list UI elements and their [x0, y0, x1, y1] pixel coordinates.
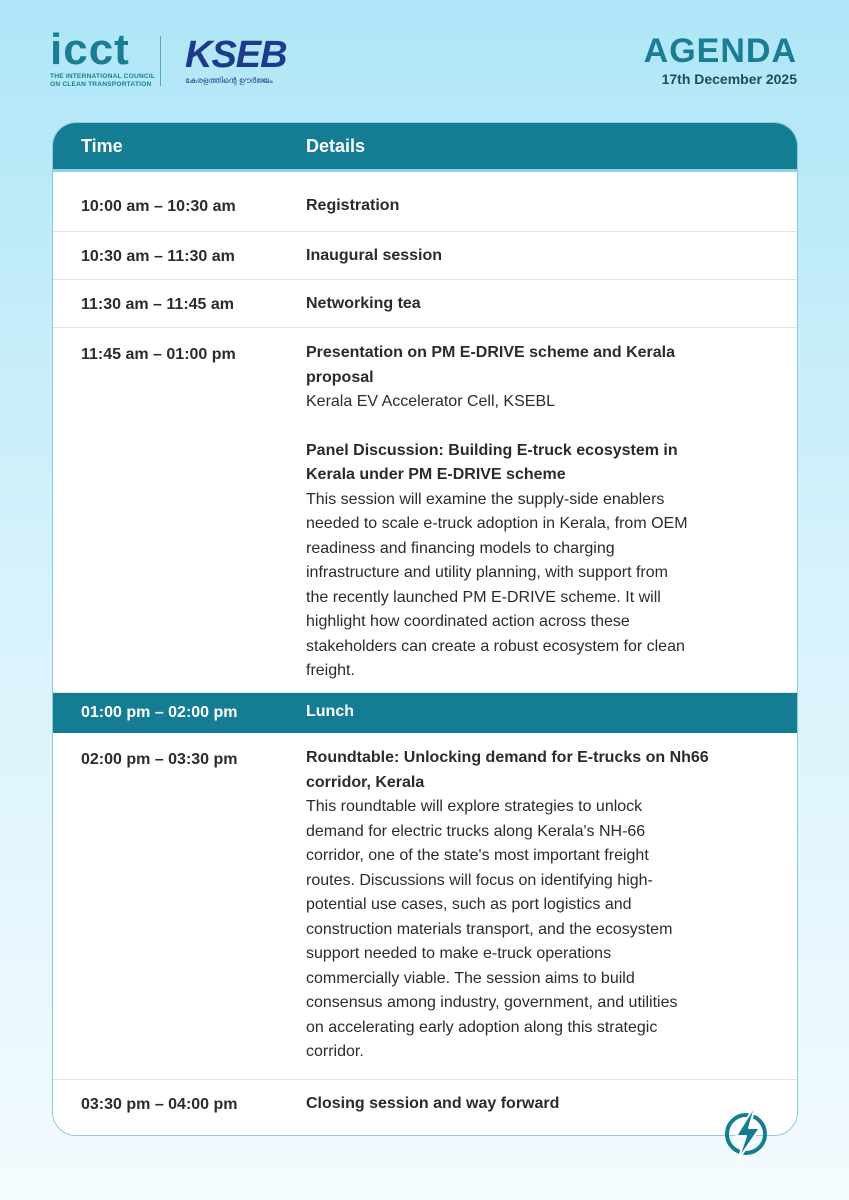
column-header-time: Time [81, 136, 123, 156]
agenda-row-registration [53, 183, 797, 232]
presentation-presenter: Kerala EV Accelerator Cell, KSEBL [306, 393, 556, 410]
panel-desc-line: infrastructure and utility planning, with support from [306, 564, 668, 581]
row-details [306, 341, 776, 684]
agenda-row-closing [53, 1080, 797, 1130]
presentation-title-1: Presentation on PM E-DRIVE scheme and Kerala [306, 344, 675, 361]
roundtable-desc-line: routes. Discussions will focus on identifying high- [306, 871, 653, 889]
roundtable-title-1: Roundtable: Unlocking demand for E-trucks on Nh66 [306, 749, 709, 766]
roundtable-desc-line: commercially viable. The session aims to build [306, 969, 635, 987]
roundtable-desc-line: construction materials transport, and the ecosystem [306, 920, 673, 938]
agenda-date: 17th December 2025 [661, 71, 797, 87]
roundtable-desc-line: demand for electric trucks along Kerala's NH-66 [306, 822, 646, 840]
row-time: 01:00 pm – 02:00 pm [81, 704, 238, 721]
roundtable-desc-line: support needed to make e-truck operations [306, 945, 612, 962]
row-time: 10:30 am – 11:30 am [81, 248, 235, 265]
kseb-logo-word: KSEB [185, 34, 287, 76]
roundtable-desc-line: consensus among industry, government, and utilities [306, 994, 678, 1011]
row-details [306, 244, 776, 269]
agenda-card [52, 122, 798, 1136]
column-header-details: Details [306, 136, 366, 156]
roundtable-desc-line: This roundtable will explore strategies to unlock [306, 798, 643, 815]
agenda-row-presentation-panel [53, 328, 797, 693]
icct-logo-word: icct [50, 25, 130, 74]
agenda-title: AGENDA [643, 32, 797, 70]
panel-title-1: Panel Discussion: Building E-truck ecosystem in [306, 441, 678, 459]
kseb-logo-tagline: കേരളത്തിന്റെ ഊർജ്ജം [185, 76, 273, 85]
agenda-row-networking [53, 280, 797, 328]
icct-sub-line-2: ON CLEAN TRANSPORTATION [50, 81, 152, 88]
presentation-title-2: proposal [306, 368, 374, 386]
roundtable-title-2: corridor, Kerala [306, 773, 425, 791]
panel-desc-line: This session will examine the supply-side enablers [306, 490, 665, 508]
row-time: 10:00 am – 10:30 am [81, 198, 236, 215]
icct-sub-line-1: THE INTERNATIONAL COUNCIL [50, 73, 156, 80]
row-title: Closing session and way forward [306, 1095, 560, 1112]
page-header [0, 0, 849, 110]
row-details [306, 194, 776, 219]
roundtable-desc-line: corridor, one of the state's most important freight [306, 847, 649, 864]
kseb-logo [185, 36, 287, 86]
panel-desc-line: readiness and financing models to charging [306, 539, 615, 557]
icct-logo-subtitle [50, 73, 155, 89]
logo-divider [160, 36, 161, 86]
roundtable-desc-line: potential use cases, such as port logistics and [306, 896, 632, 913]
agenda-rows [53, 183, 797, 1130]
row-details [306, 1092, 776, 1117]
agenda-row-lunch [53, 693, 797, 733]
row-title: Lunch [306, 703, 354, 720]
lightning-bolt-icon [722, 1102, 770, 1162]
row-time: 03:30 pm – 04:00 pm [81, 1096, 238, 1113]
table-header [53, 123, 797, 172]
panel-desc-line: freight. [306, 662, 355, 679]
row-time: 11:30 am – 11:45 am [81, 296, 235, 313]
row-time: 02:00 pm – 03:30 pm [81, 751, 238, 768]
panel-title-2: Kerala under PM E-DRIVE scheme [306, 466, 566, 483]
agenda-row-roundtable [53, 733, 797, 1080]
panel-desc-line: the recently launched PM E-DRIVE scheme. It will [306, 588, 661, 606]
agenda-row-inaugural [53, 232, 797, 280]
panel-desc-line: stakeholders can create a robust ecosystem for clean [306, 637, 685, 655]
row-details [306, 292, 776, 317]
roundtable-desc-line: on accelerating early adoption along this strategic [306, 1018, 658, 1036]
row-title: Registration [306, 197, 400, 214]
row-details [306, 700, 776, 725]
roundtable-desc-line: corridor. [306, 1043, 364, 1060]
icct-logo [50, 25, 156, 89]
row-time: 11:45 am – 01:00 pm [81, 346, 236, 363]
row-title: Networking tea [306, 295, 421, 312]
row-title: Inaugural session [306, 247, 443, 264]
panel-desc-line: needed to scale e-truck adoption in Kerala, from OEM [306, 515, 688, 532]
panel-desc-line: highlight how coordinated action across these [306, 613, 630, 630]
agenda-heading [644, 34, 797, 87]
row-details [306, 746, 776, 1065]
